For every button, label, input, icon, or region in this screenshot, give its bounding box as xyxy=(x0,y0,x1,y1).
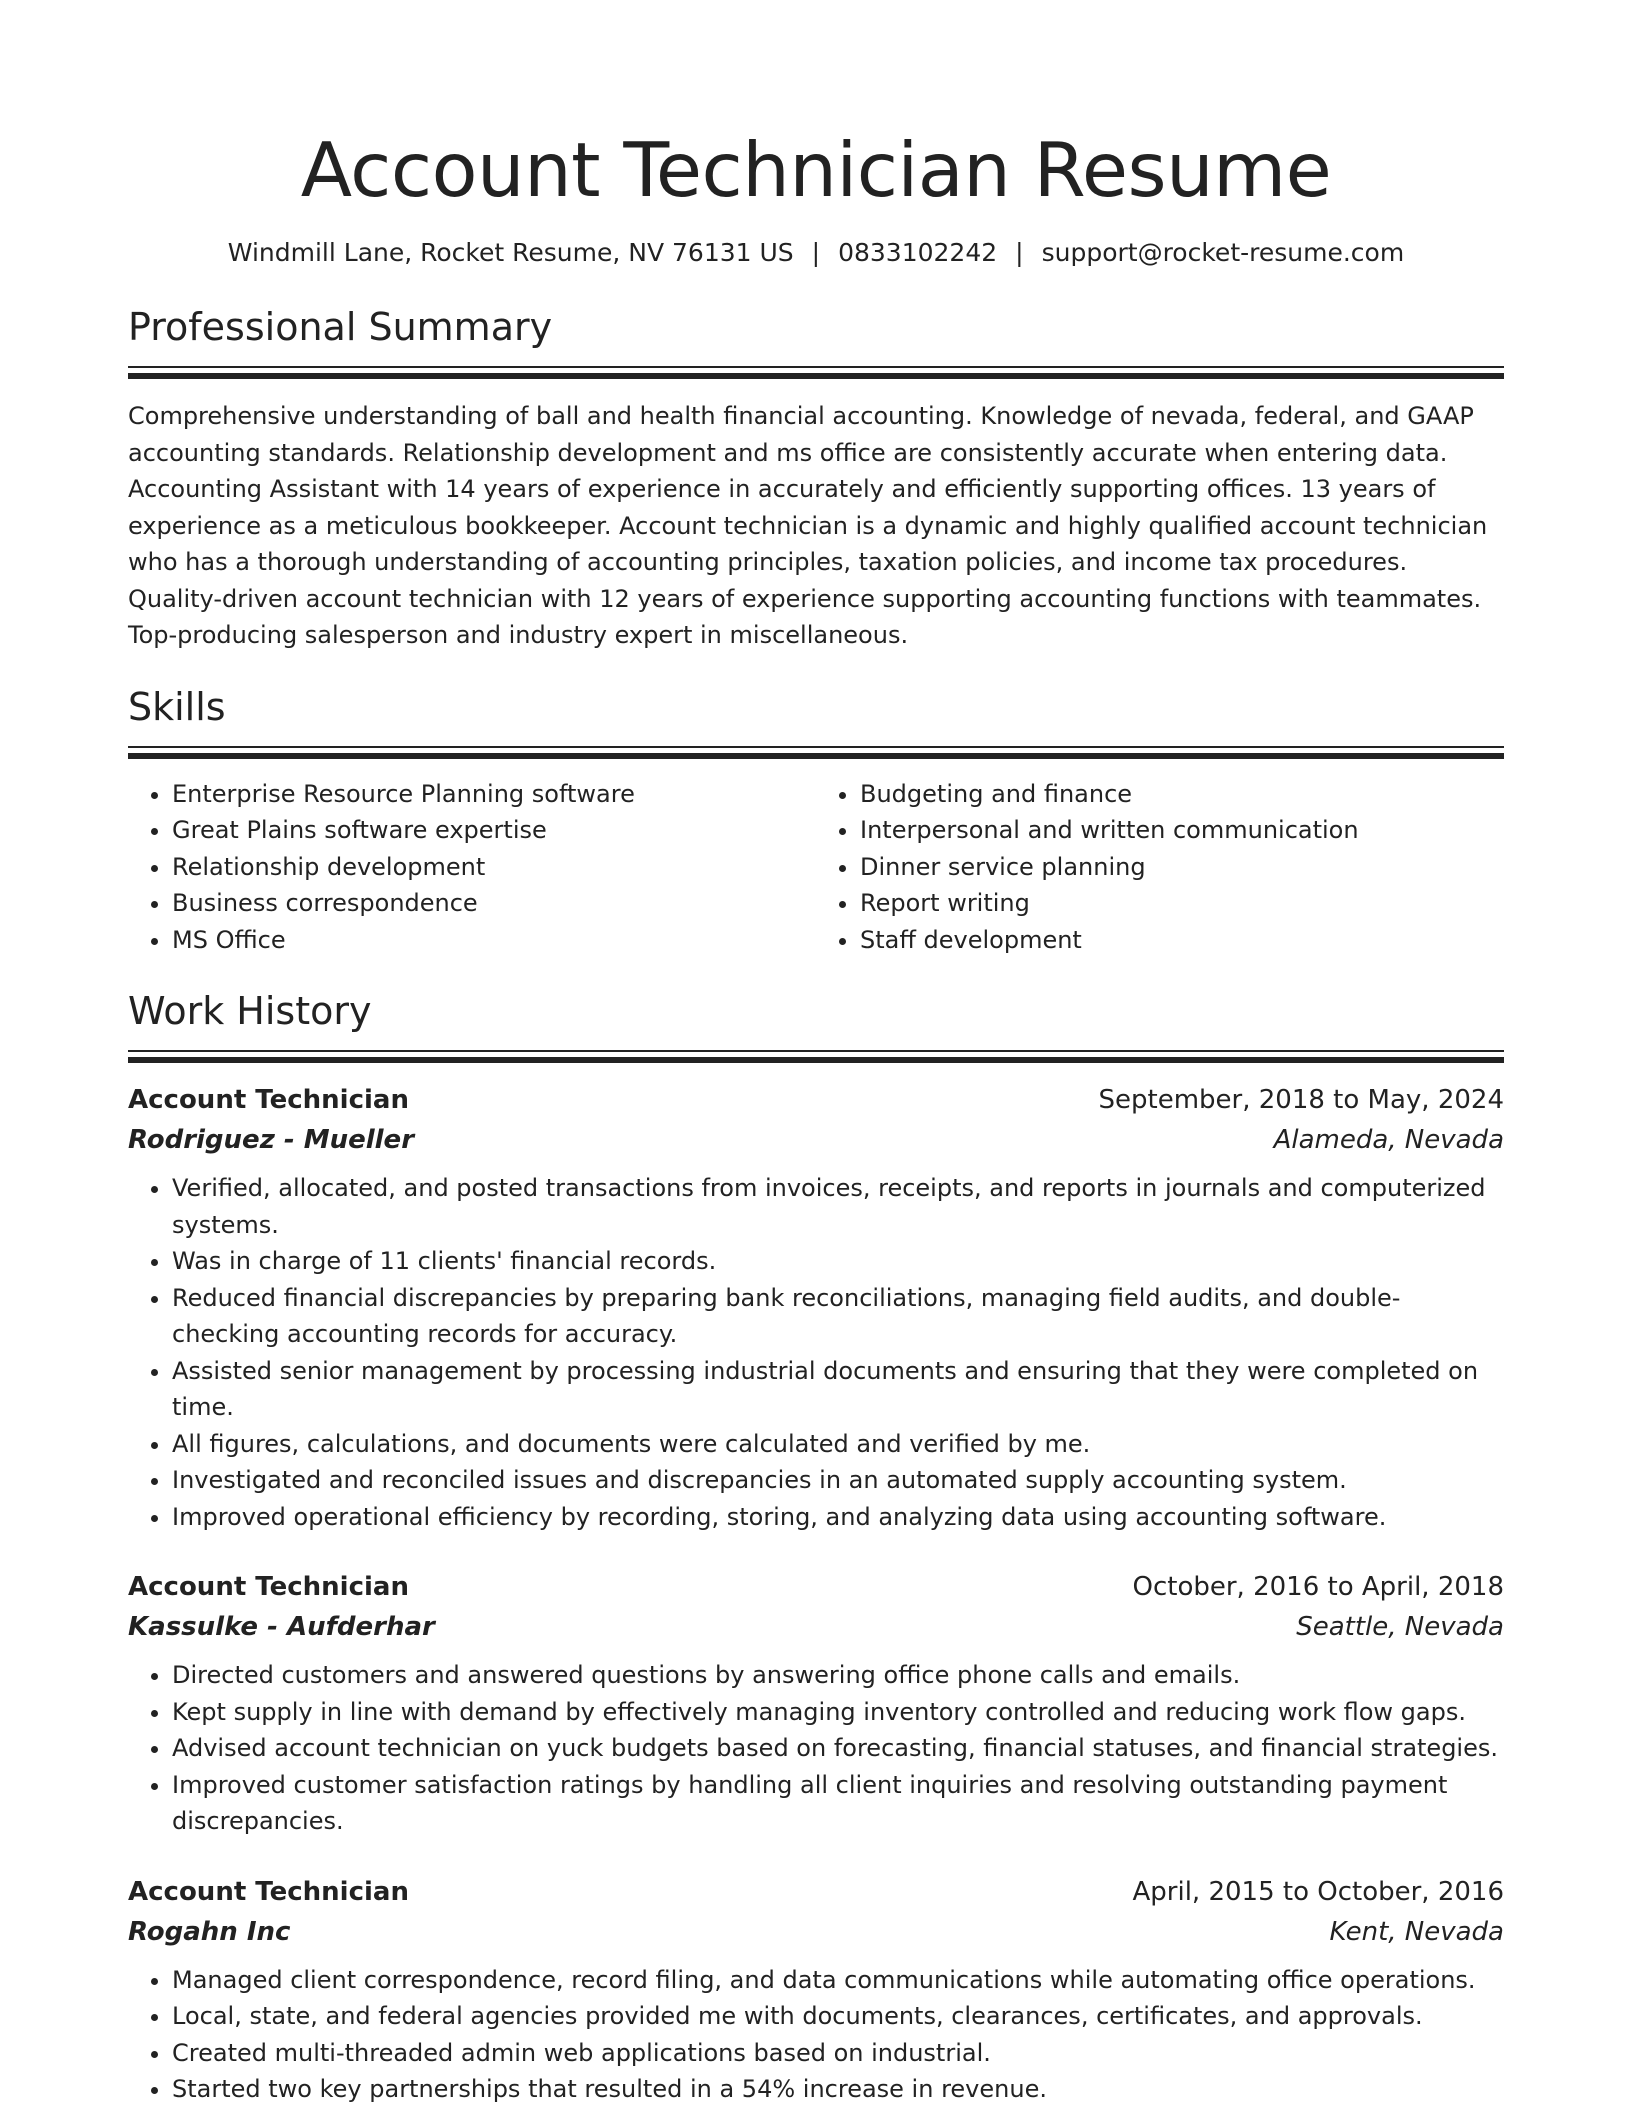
job-location: Seattle, Nevada xyxy=(1296,1612,1504,1643)
job-bullet: • Created multi-threaded admin web applications based on industrial. xyxy=(172,2035,1504,2072)
job-employer: Rogahn Inc xyxy=(128,1916,291,1947)
skill-item: • Report writing xyxy=(860,885,1504,922)
skill-item: • Dinner service planning xyxy=(860,849,1504,886)
job-bullets xyxy=(128,1962,1504,2108)
skill-item: • Budgeting and finance xyxy=(860,776,1504,813)
skill-item: • Business correspondence xyxy=(172,885,816,922)
skills-list-right xyxy=(816,776,1504,959)
resume-title: Account Technician Resume xyxy=(300,126,1332,214)
job-employer-row xyxy=(128,1120,1504,1160)
contact-email[interactable]: support@rocket-resume.com xyxy=(1041,238,1405,267)
job-location: Kent, Nevada xyxy=(1329,1916,1504,1947)
job-bullet: • Was in charge of 11 clients' financial records. xyxy=(172,1243,1504,1280)
section-title-skills: Skills xyxy=(128,684,226,729)
section-divider xyxy=(128,1050,1504,1062)
job-dates: October, 2016 to April, 2018 xyxy=(1132,1572,1504,1603)
section-divider xyxy=(128,746,1504,758)
job-bullet: • Improved customer satisfaction ratings by handling all client inquiries and resolving outstanding payment discrepancies. xyxy=(172,1767,1504,1840)
contact-separator: | xyxy=(811,238,821,267)
job-bullet: • Advised account technician on yuck budgets based on forecasting, financial statuses, and financial strategies. xyxy=(172,1730,1504,1767)
job-employer-row xyxy=(128,1912,1504,1952)
job-header-row xyxy=(128,1567,1504,1607)
job-entry xyxy=(128,1872,1504,2108)
contact-phone: 0833102242 xyxy=(838,238,998,267)
skills-columns xyxy=(128,776,1504,959)
job-header-row xyxy=(128,1872,1504,1912)
skill-item: • MS Office xyxy=(172,922,816,959)
skills-list-left xyxy=(128,776,816,959)
job-title: Account Technician xyxy=(128,1085,409,1116)
job-dates: April, 2015 to October, 2016 xyxy=(1132,1876,1504,1907)
job-bullet: • Assisted senior management by processing industrial documents and ensuring that they were completed on time. xyxy=(172,1353,1504,1426)
job-bullet: • Verified, allocated, and posted transactions from invoices, receipts, and reports in journals and computerized systems. xyxy=(172,1170,1504,1243)
job-bullet: • All figures, calculations, and documents were calculated and verified by me. xyxy=(172,1426,1504,1463)
contact-separator: | xyxy=(1015,238,1024,267)
skills-section xyxy=(128,682,1504,959)
job-bullet: • Reduced financial discrepancies by preparing bank reconciliations, managing field audits, and double-checking accounting records for accuracy. xyxy=(172,1280,1504,1353)
contact-address: Windmill Lane, Rocket Resume, NV 76131 US xyxy=(227,238,794,267)
professional-summary-section xyxy=(128,302,1504,654)
skill-item: • Relationship development xyxy=(172,849,816,886)
contact-line xyxy=(128,236,1504,270)
job-location: Alameda, Nevada xyxy=(1273,1125,1504,1156)
skill-item: • Enterprise Resource Planning software xyxy=(172,776,816,813)
job-bullets xyxy=(128,1170,1504,1535)
section-title-work-history: Work History xyxy=(128,989,372,1034)
job-bullet: • Improved operational efficiency by recording, storing, and analyzing data using accounting software. xyxy=(172,1499,1504,1536)
job-employer: Kassulke - Aufderhar xyxy=(128,1612,435,1643)
job-title: Account Technician xyxy=(128,1572,409,1603)
section-title-summary: Professional Summary xyxy=(128,305,553,349)
job-employer: Rodriguez - Mueller xyxy=(128,1125,415,1156)
resume-content xyxy=(128,0,1504,2108)
job-bullet: • Directed customers and answered questions by answering office phone calls and emails. xyxy=(172,1657,1504,1694)
job-bullet: • Managed client correspondence, record filing, and data communications while automating office operations. xyxy=(172,1962,1504,1999)
job-employer-row xyxy=(128,1607,1504,1647)
job-bullet: • Kept supply in line with demand by effectively managing inventory controlled and reducing work flow gaps. xyxy=(172,1694,1504,1731)
job-title: Account Technician xyxy=(128,1876,409,1907)
job-entry xyxy=(128,1567,1504,1840)
job-bullet: • Local, state, and federal agencies provided me with documents, clearances, certificates, and approvals. xyxy=(172,1998,1504,2035)
skill-item: • Interpersonal and written communication xyxy=(860,812,1504,849)
section-divider xyxy=(128,366,1504,378)
skill-item: • Great Plains software expertise xyxy=(172,812,816,849)
job-bullet: • Investigated and reconciled issues and discrepancies in an automated supply accounting system. xyxy=(172,1462,1504,1499)
summary-paragraph: Comprehensive understanding of ball and health financial accounting. Knowledge of nevada, federal, and GAAP accounting standards. Relationship development and ms office are consistently accurate when entering data. Accounting Assistant with 14 years of experience in accurately and efficiently supporting offices. 13 years of experience as a meticulous bookkeeper. Account technician is a dynamic and highly qualified account technician who has a thorough understanding of accounting principles, taxation policies, and income tax procedures. Quality-driven account technician with 12 years of experience supporting accounting functions with teammates. Top-producing salesperson and industry expert in miscellaneous. xyxy=(128,402,1488,649)
job-entry xyxy=(128,1080,1504,1535)
job-bullets xyxy=(128,1657,1504,1840)
skill-item: • Staff development xyxy=(860,922,1504,959)
job-dates: September, 2018 to May, 2024 xyxy=(1098,1085,1504,1116)
job-bullet: • Started two key partnerships that resulted in a 54% increase in revenue. xyxy=(172,2071,1504,2108)
work-history-section xyxy=(128,986,1504,2108)
job-header-row xyxy=(128,1080,1504,1120)
